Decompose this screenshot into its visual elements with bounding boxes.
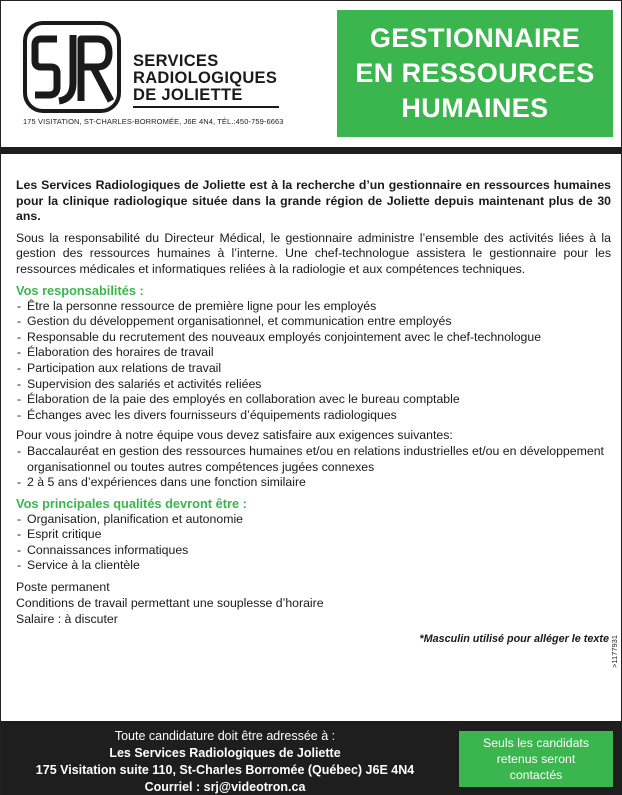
callout-line-3: contactés (509, 768, 563, 782)
list-item: - Baccalauréat en gestion des ressources humaines et/ou en relations industrielles et/ou en développement organisationnel ou toutes autres compétences jugées connexes (16, 444, 611, 475)
requirements-list (16, 444, 611, 491)
list-item: - Élaboration de la paie des employés en collaboration avec le bureau comptable (16, 392, 611, 408)
requirements-section (16, 428, 611, 490)
qualities-title: Vos principales qualités devront être : (16, 495, 247, 511)
list-item: - Élaboration des horaires de travail (16, 345, 611, 361)
reference-number-text: >1177931 (610, 634, 619, 668)
callout-line-2: retenus seront (496, 752, 576, 766)
callout-line-1: Seuls les candidats (483, 736, 589, 750)
responsibilities-list (16, 299, 611, 424)
company-name-line-1: SERVICES (133, 52, 219, 70)
salary: Salaire : à discuter (16, 612, 118, 627)
list-item: - Participation aux relations de travail (16, 361, 611, 377)
list-item: - Gestion du développement organisationnel, et communication entre employés (16, 314, 611, 330)
reference-number (599, 596, 619, 668)
gender-note: *Masculin utilisé pour alléger le texte (419, 633, 609, 646)
list-item: - Service à la clientèle (16, 558, 611, 574)
application-contact (1, 721, 449, 795)
job-title-line-1: GESTIONNAIRE (369, 23, 581, 53)
header (1, 1, 622, 146)
intro-paragraph: Les Services Radiologiques de Joliette est à la recherche d’un gestionnaire en ressources humaines pour la clinique radiologique située dans la grande région de Joliette depuis maintenant plus de 30 ans. (16, 178, 611, 224)
list-item: - Être la personne ressource de première ligne pour les employés (16, 299, 611, 315)
schedule-conditions: Conditions de travail permettant une souplesse d’horaire (16, 596, 324, 611)
footer (1, 721, 622, 795)
sjr-logo-mark (23, 21, 121, 113)
qualities-section (16, 496, 611, 574)
company-logo (19, 15, 329, 135)
posting-body (16, 178, 611, 648)
list-item: - Organisation, planification et autonomie (16, 512, 611, 528)
logo-divider (133, 106, 279, 108)
contact-address: 175 Visitation suite 110, St-Charles Borromée (Québec) J6E 4N4 (35, 763, 415, 777)
job-title-line-3: HUMAINES (401, 93, 549, 123)
qualities-list (16, 512, 611, 574)
company-name (133, 53, 277, 104)
responsibilities-section (16, 283, 611, 424)
conditions-section (16, 579, 611, 627)
list-item: - Responsable du recrutement des nouveaux employés conjointement avec le chef-technologue (16, 330, 611, 346)
company-name-line-3: DE JOLIETTE (133, 86, 243, 104)
contact-email[interactable]: Courriel : srj@videotron.ca (144, 780, 306, 794)
company-address: 175 VISITATION, ST-CHARLES-BORROMÉE, J6E 4N4, TÉL.:450-759-6663 (23, 117, 284, 126)
responsibilities-title: Vos responsabilités : (16, 282, 144, 298)
job-title-line-2: EN RESSOURCES (355, 58, 595, 88)
company-name-line-2: RADIOLOGIQUES (133, 69, 278, 87)
list-item: - Connaissances informatiques (16, 543, 611, 559)
contact-company: Les Services Radiologiques de Joliette (109, 746, 341, 760)
header-divider (1, 147, 622, 154)
callout-box (459, 731, 613, 787)
requirements-intro: Pour vous joindre à notre équipe vous devez satisfaire aux exigences suivantes: (16, 428, 453, 443)
position-type: Poste permanent (16, 580, 110, 595)
application-instruction: Toute candidature doit être adressée à : (114, 729, 336, 743)
list-item: - Esprit critique (16, 527, 611, 543)
description-paragraph: Sous la responsabilité du Directeur Médical, le gestionnaire administre l’ensemble des activités liées à la gestion des ressources humaines à l’interne. Une chef-technologue assistera le gestionnaire pour les ressources médicales et informatiques reliées à la radiologie et aux compétences techniques. (16, 230, 611, 276)
list-item: - Échanges avec les divers fournisseurs d’équipements radiologiques (16, 408, 611, 424)
job-title-box (337, 10, 613, 137)
list-item: - 2 à 5 ans d’expériences dans une fonction similaire (16, 475, 611, 491)
list-item: - Supervision des salariés et activités reliées (16, 377, 611, 393)
